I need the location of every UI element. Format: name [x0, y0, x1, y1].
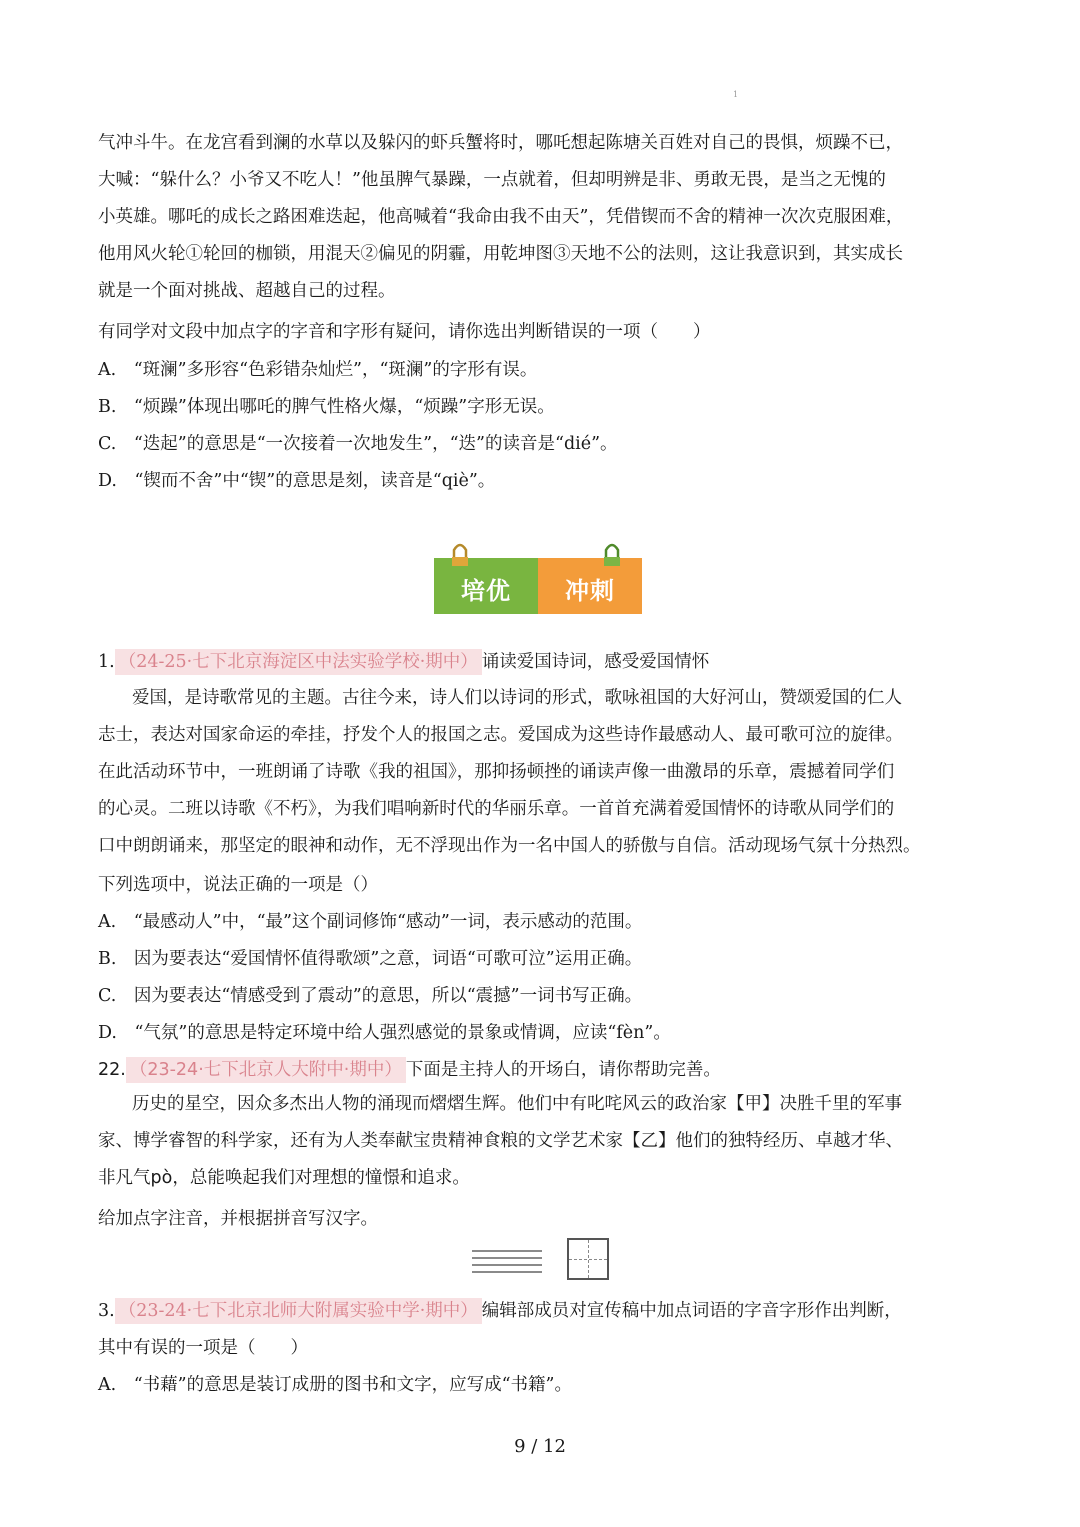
question-title: 编辑部成员对宣传稿中加点词语的字音字形作出判断， [481, 1301, 902, 1321]
banner-left-label: 培优 [461, 577, 511, 605]
passage-line: 的心灵。二班以诗歌《不朽》，为我们唱响新时代的华丽乐章。一首首充满着爱国情怀的诗歌从同学们的 [98, 799, 895, 819]
section-banner [434, 538, 642, 616]
passage-line: 小英雄。哪吒的成长之路困难迭起，他高喊着“我命由我不由天”，凭借锲而不舍的精神一次次克服困难， [98, 207, 904, 227]
passage-line: 口中朗朗诵来，那坚定的眼神和动作，无不浮现出作为一名中国人的骄傲与自信。活动现场气氛十分热烈。 [98, 836, 921, 856]
banner-right-label: 冲刺 [565, 577, 615, 605]
question-title-cont: 其中有误的一项是（ ） [98, 1338, 308, 1358]
question-1-header [98, 648, 709, 673]
question-22-passage [98, 1086, 998, 1197]
passage-line: 家、博学睿智的科学家，还有为人类奉献宝贵精神食粮的文学艺术家【乙】他们的独特经历、卓越才华、 [98, 1131, 903, 1151]
passage-line: 气冲斗牛。在龙宫看到澜的水草以及躲闪的虾兵蟹将时，哪吒想起陈塘关百姓对自己的畏惧，烦躁不已， [98, 133, 903, 153]
source-tag: （23-24·七下北京人大附中·期中） [126, 1057, 406, 1083]
option-a: A. “最感动人”中，“最”这个副词修饰“感动”一词，表示感动的范围。 [98, 912, 643, 932]
question-stem: 下列选项中，说法正确的一项是（） [98, 875, 378, 895]
passage-line: 历史的星空，因众多杰出人物的涌现而熠熠生辉。他们中有叱咤风云的政治家【甲】决胜千里的军事 [132, 1094, 902, 1114]
question-title: 诵读爱国诗词，感受爱国情怀 [481, 652, 710, 672]
question-title: 下面是主持人的开场白，请你帮助完善。 [405, 1060, 721, 1080]
passage-line: 在此活动环节中，一班朗诵了诗歌《我的祖国》，那抑扬顿挫的诵读声像一曲激昂的乐章，震撼着同学们 [98, 762, 895, 782]
header-mark: 1 [733, 90, 739, 99]
passage-line: 他用风火轮①轮回的枷锁，用混天②偏见的阴霾，用乾坤图③天地不公的法则，这让我意识到，其实成长 [98, 244, 903, 264]
source-tag: （24-25·七下北京海淀区中法实验学校·期中） [115, 649, 482, 675]
character-writing-grid [567, 1238, 609, 1280]
option-a: A. “斑澜”多形容“色彩错杂灿烂”，“斑澜”的字形有误。 [98, 360, 538, 380]
binder-clip-icon [602, 540, 622, 566]
question-number: 1. [98, 652, 115, 672]
question-stem: 给加点字注音，并根据拼音写汉字。 [98, 1209, 378, 1229]
option-d: D. “锲而不舍”中“锲”的意思是刻，读音是“qiè”。 [98, 471, 496, 491]
page-number: 9 / 12 [514, 1436, 566, 1457]
question-number: 3. [98, 1301, 115, 1321]
option-c: C. “迭起”的意思是“一次接着一次地发生”，“迭”的读音是“dié”。 [98, 434, 618, 454]
option-a: A. “书藉”的意思是装订成册的图书和文字，应写成“书籍”。 [98, 1375, 572, 1395]
pinyin-writing-lines [472, 1250, 542, 1278]
question-stem: 有同学对文段中加点字的字音和字形有疑问，请你选出判断错误的一项（ ） [98, 322, 711, 342]
passage-line: 非凡气pò，总能唤起我们对理想的憧憬和追求。 [98, 1168, 470, 1188]
passage-line: 爱国，是诗歌常见的主题。古往今来，诗人们以诗词的形式，歌咏祖国的大好河山，赞颂爱国的仁人 [132, 688, 902, 708]
option-d: D. “气氛”的意思是特定环境中给人强烈感觉的景象或情调，应读“fèn”。 [98, 1023, 671, 1043]
question-22-header [98, 1056, 721, 1081]
question-number: 22. [98, 1060, 126, 1080]
option-b: B. “烦躁”体现出哪吒的脾气性格火爆，“烦躁”字形无误。 [98, 397, 555, 417]
source-tag: （23-24·七下北京北师大附属实验中学·期中） [115, 1298, 482, 1324]
question-1-passage [98, 680, 998, 865]
passage-line: 志士，表达对国家命运的牵挂，抒发个人的报国之志。爱国成为这些诗作最感动人、最可歌可泣的旋律。 [98, 725, 903, 745]
question-3-header [98, 1297, 902, 1322]
option-c: C. 因为要表达“情感受到了震动”的意思，所以“震撼”一词书写正确。 [98, 986, 643, 1006]
passage-top [98, 125, 998, 310]
binder-clip-icon [450, 540, 470, 566]
passage-line: 就是一个面对挑战、超越自己的过程。 [98, 281, 396, 301]
option-b: B. 因为要表达“爱国情怀值得歌颂”之意，词语“可歌可泣”运用正确。 [98, 949, 643, 969]
passage-line: 大喊：“躲什么？小爷又不吃人！”他虽脾气暴躁，一点就着，但却明辨是非、勇敢无畏，是当之无愧的 [98, 170, 886, 190]
